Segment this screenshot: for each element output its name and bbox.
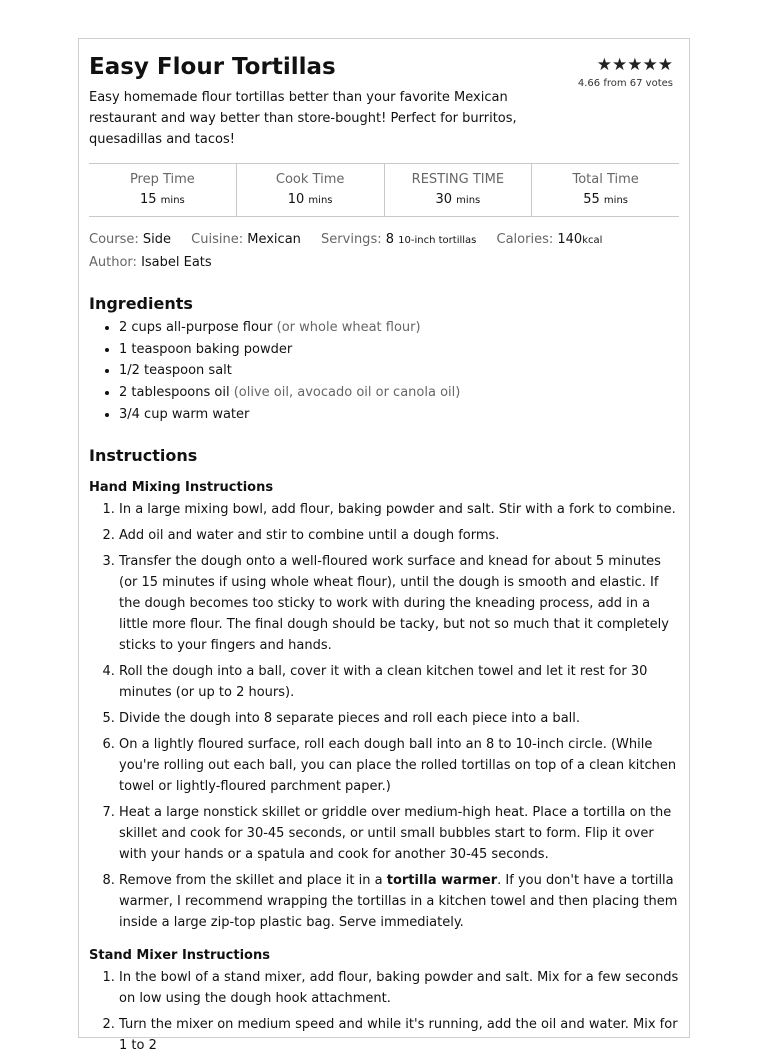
ingredient-item [119, 382, 679, 404]
time-value: 15 [139, 192, 157, 207]
instructions-heading: Instructions [89, 445, 198, 465]
instruction-step: 5. Divide the dough into 8 separate pieces and roll each piece into a ball. [119, 708, 679, 729]
recipe-meta [79, 217, 689, 274]
hand-mixing-title: Hand Mixing Instructions [89, 479, 274, 495]
meta-label: Author: [89, 255, 137, 270]
hand-mixing-steps [89, 499, 679, 933]
recipe-card [78, 38, 690, 1053]
instruction-step: 3. Transfer the dough onto a well-floured work surface and knead for about 5 minutes (or 15 minutes if using whole wheat flour), until the dough is smooth and elastic. If the dough becomes too sticky to work with during the kneading process, add in a little more flour. The final dough should be tacky, but not so much that it completely sticks to your fingers and hands. [119, 551, 679, 656]
stand-mixer-steps [89, 967, 679, 1056]
ingredient-text: 2 cups all-purpose flour [119, 320, 273, 335]
step-text: . If you don't have a tortilla warmer, I recommend wrapping the tortillas in a kitchen towel and then placing them inside a large zip-top plastic bag. Serve immediately. [119, 872, 678, 930]
time-cook [237, 164, 385, 216]
ingredient-text: 1 teaspoon baking powder [119, 341, 293, 357]
meta-label: Calories: [496, 232, 554, 247]
meta-label: Servings: [321, 232, 382, 247]
ingredient-note: (or whole wheat flour) [276, 320, 421, 335]
time-value: 10 [287, 192, 305, 207]
instruction-step: 2. Turn the mixer on medium speed and while it's running, add the oil and water. Mix for 1 to 2 [119, 1014, 679, 1056]
ingredient-text: 1/2 teaspoon salt [119, 363, 232, 379]
time-label: Cook Time [275, 172, 345, 187]
servings-unit: 10-inch tortillas [398, 235, 477, 246]
meta-calories [497, 232, 603, 247]
ingredient-text: 2 tablespoons oil [119, 385, 230, 401]
time-unit: mins [456, 195, 481, 206]
ingredient-item [119, 360, 679, 382]
time-prep [89, 164, 237, 216]
ingredient-text: 3/4 cup warm water [119, 406, 250, 422]
time-unit: mins [603, 195, 628, 206]
instructions-section [79, 426, 689, 1056]
ingredient-item [119, 339, 679, 361]
meta-servings[interactable] [321, 232, 476, 247]
recipe-summary: Easy homemade flour tortillas better than your favorite Mexican restaurant and way better than store-bought! Perfect for burritos, quesadillas and tacos! [89, 90, 517, 147]
time-resting [385, 164, 533, 216]
ingredient-note: (olive oil, avocado oil or canola oil) [233, 385, 461, 401]
ingredient-item [119, 404, 679, 426]
meta-value: Mexican [247, 232, 301, 247]
ingredients-list [89, 317, 679, 426]
recipe-rating[interactable] [578, 56, 673, 89]
time-total [532, 164, 679, 216]
meta-label: Course: [89, 232, 139, 247]
time-label: RESTING TIME [411, 172, 505, 187]
recipe-title: Easy Flour Tortillas [89, 54, 336, 80]
rating-votes: 4.66 from 67 votes [577, 78, 673, 89]
instruction-step: 1. In a large mixing bowl, add flour, baking powder and salt. Stir with a fork to combine. [119, 499, 679, 520]
meta-cuisine [191, 232, 301, 247]
author-name: Isabel Eats [141, 255, 212, 270]
instruction-step [119, 870, 679, 933]
time-unit: mins [160, 195, 185, 206]
meta-course [89, 232, 171, 247]
meta-author [89, 252, 679, 274]
meta-value: 140 [557, 232, 583, 247]
time-value: 55 [583, 192, 600, 207]
time-label: Prep Time [129, 172, 195, 187]
recipe-header [79, 39, 689, 150]
time-unit: mins [308, 195, 333, 206]
step-text: Remove from the skillet and place it in a [119, 872, 387, 888]
servings-value[interactable]: 8 [385, 232, 395, 247]
meta-value: Side [142, 232, 172, 247]
star-rating-icon[interactable]: ★★★★★ [596, 55, 673, 75]
ingredients-heading: Ingredients [89, 294, 193, 313]
instruction-step: 1. In the bowl of a stand mixer, add flour, baking powder and salt. Mix for a few seconds on low using the dough hook attachment. [119, 967, 679, 1009]
tortilla-warmer-link[interactable]: tortilla warmer [386, 872, 498, 888]
instruction-step: 7. Heat a large nonstick skillet or griddle over medium-high heat. Place a tortilla on the skillet and cook for 30-45 seconds, or until small bubbles start to form. Flip it over with your hands or a spatula and cook for another 30-45 seconds. [119, 802, 679, 865]
time-value: 30 [435, 192, 453, 207]
time-label: Total Time [572, 172, 639, 187]
ingredient-item [119, 317, 679, 339]
meta-label: Cuisine: [191, 232, 244, 247]
instruction-step: 6. On a lightly floured surface, roll each dough ball into an 8 to 10-inch circle. (While you're rolling out each ball, you can place the rolled tortillas on top of a clean kitchen towel or lightly-floured parchment paper.) [119, 734, 679, 797]
recipe-times [89, 163, 679, 217]
instruction-step: 4. Roll the dough into a ball, cover it with a clean kitchen towel and let it rest for 30 minutes (or up to 2 hours). [119, 661, 679, 703]
stand-mixer-title: Stand Mixer Instructions [89, 947, 270, 963]
ingredients-section [79, 274, 689, 426]
instruction-step: 2. Add oil and water and stir to combine until a dough forms. [119, 525, 679, 546]
calories-unit: kcal [582, 235, 603, 246]
